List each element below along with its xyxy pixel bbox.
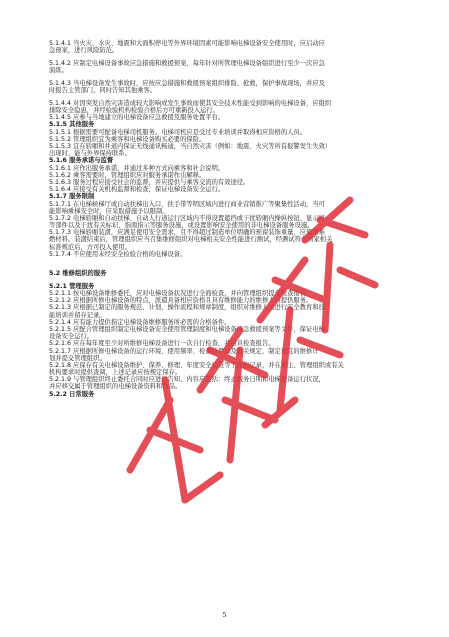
text-line: 能培训并留存记录。 [49, 311, 106, 319]
text-line: 划并提交管理组织。 [49, 354, 106, 362]
text-line: 5.2.1.5 应配合管理组织制定电梯设备安全使用管理制度和电梯设备应急救援预案等文件，保证电梯 [49, 325, 325, 333]
text-line: 5.1.4.2 应制定电梯设备事故应急措施和救援预案，每年针对所管理电梯设备组织进行至少一次应急 [49, 59, 325, 67]
text-line: 并应移交属于管理组织的电梯设备资料和物品。 [49, 383, 182, 391]
page-number: 5 [222, 611, 227, 619]
text-line: 5.1.7.4 不应使用未经安全检验合格的电梯设备。 [49, 250, 187, 258]
text-line: 演练。 [49, 67, 68, 75]
section-heading: 5.2.2 日常服务 [49, 390, 95, 398]
text-line: 5.1.5.3 宜在轿厢和井道内保证无线通讯畅通，当自然灾害（例如：地震、火灾等所有报警发生失效） [49, 143, 332, 151]
text-line: 时报告主管部门，同时告知其他乘客。 [49, 87, 157, 95]
text-line: 设备安全运行。 [49, 333, 94, 341]
text-line: 排除安全隐患，并经检验机构检验合格后方可重新投入运行。 [49, 107, 220, 115]
text-line: 燃材料。装潢结束后，管理组织应当召集维修组织对电梯相关安全性能进行测试，经测试符合国家相关 [49, 236, 333, 244]
section-heading: 5.2.1 管理服务 [49, 282, 95, 290]
text-line: 5.1.6.4 应接受有关机构监督和检查，保证电梯设备安全运行。 [49, 186, 225, 194]
text-line: 5.2.1.4 应有能力提供指定电梯设备维修服务所必需的合格备件。 [49, 318, 231, 326]
section-heading: 5.1.6 服务承诺与监督 [49, 157, 114, 165]
text-line: 5.2.1.7 应根据所修电梯设备的运行环境、使用频率、检查结果以及有关规定，制定适宜的维修计 [49, 347, 319, 355]
text-line: 5.2.1.6 应在每年度至少对所维修电梯设备进行一次自行检查，并出具检查报告。 [49, 340, 275, 348]
text-line [49, 258, 403, 270]
text-line: 5.1.4.1 当火灾、水灾、地震和大面积停电等外界环境因素可能影响电梯设备安全使用时，应启动应 [49, 40, 325, 47]
text-line: 5.1.7.2 电梯轿厢和自动扶梯、自动人行道运行区域内不得设置遮挡或干扰轿厢内操纵按钮、显示屏 [49, 214, 325, 222]
text-line: 5.2.1.9 与管理组织终止委托合同时应进行告知，内容应包括：终止服务日期和电梯设备运行状况， [49, 376, 325, 384]
text-line: 5.1.6.2 乘客需要时，管理组织应对服务承诺作出解释。 [49, 171, 206, 179]
text-line: 5.1.4.5 应参与当地建立的电梯设备应急救援及服务处置平台。 [49, 114, 225, 122]
document-body [49, 40, 403, 398]
text-line: 能影响乘梯安全时，应采取措施予以限制。 [49, 207, 169, 215]
text-line: 5.1.7.3 电梯轿厢装潢，应满足使用安全需求，且不得超过制造单位明确的预留装饰重量，应使用难 [49, 229, 325, 237]
text-line: 等部件以及干扰有关标识、指南指示等服务设施，或设置影响安全使用的非电梯设备服务设施。 [49, 222, 314, 230]
text-line: 5.1.4.3 当电梯设备发生事故时，应按应急措施和救援预案组织排险、抢救，保护事故现场，并应及 [49, 79, 325, 87]
text-line: 5.1.5.2 管理组织宜为乘客和电梯设备购买必要的保险。 [49, 135, 206, 143]
section-heading: 5.2 维修组织的服务 [49, 270, 107, 278]
text-line: 急预案，进行风险防范。 [49, 47, 119, 55]
text-line: 5.1.6.1 应作出服务承诺，并通过多种方式向乘客和社会说明。 [49, 164, 225, 172]
text-line: 机构要求时提供查阅，上述记录应按规定保存。 [49, 369, 182, 377]
text-line: 5.1.6.3 服务过程应接受社会的监督，并应提供与乘客交流的有效途径。 [49, 178, 250, 186]
text-line: 5.1.5.1 根据需要可配备电梯司机服务。电梯司机应是受过专业培训并取得相应资格的人员。 [49, 128, 307, 136]
text-line: 5.2.1.3 应根据已制定的服务规范、计划、操作流程和规章制度，组织对维修人员进行安全教育和技 [49, 304, 325, 312]
section-heading: 5.1.7 服务限制 [49, 193, 95, 201]
text-line: 5.1.7.1 在电梯候梯厅或自动扶梯出入口、扶手带等明区域内进行商业营销推广等聚集性活动，当可 [49, 200, 325, 208]
text-line: 5.2.1.8 应保存有关电梯设备维护、保养、修理、年度安全检查等工作的记录，并在业主、管理组织或有关 [49, 361, 344, 369]
section-heading: 5.1.5 其他服务 [49, 121, 95, 129]
text-line: 标准规范后，方可投入使用。 [49, 243, 131, 251]
text-line: 5.1.4.4 对因突发自然灾害造成较大影响或发生事故而使其安全技术性能受到影响的电梯设备，应组织 [49, 99, 332, 107]
text-line: 出现时，能与外界保持联系。 [49, 150, 131, 158]
text-line: 5.2.1.1 按电梯设备维修委托，应对电梯设备状况进行全面检查，并向管理组织提交检查报告。 [49, 290, 313, 297]
text-line: 5.2.1.2 应根据所修电梯设备的特点，派遣具备相应资格且具有维修能力的维修人员提供服务。 [49, 297, 313, 305]
